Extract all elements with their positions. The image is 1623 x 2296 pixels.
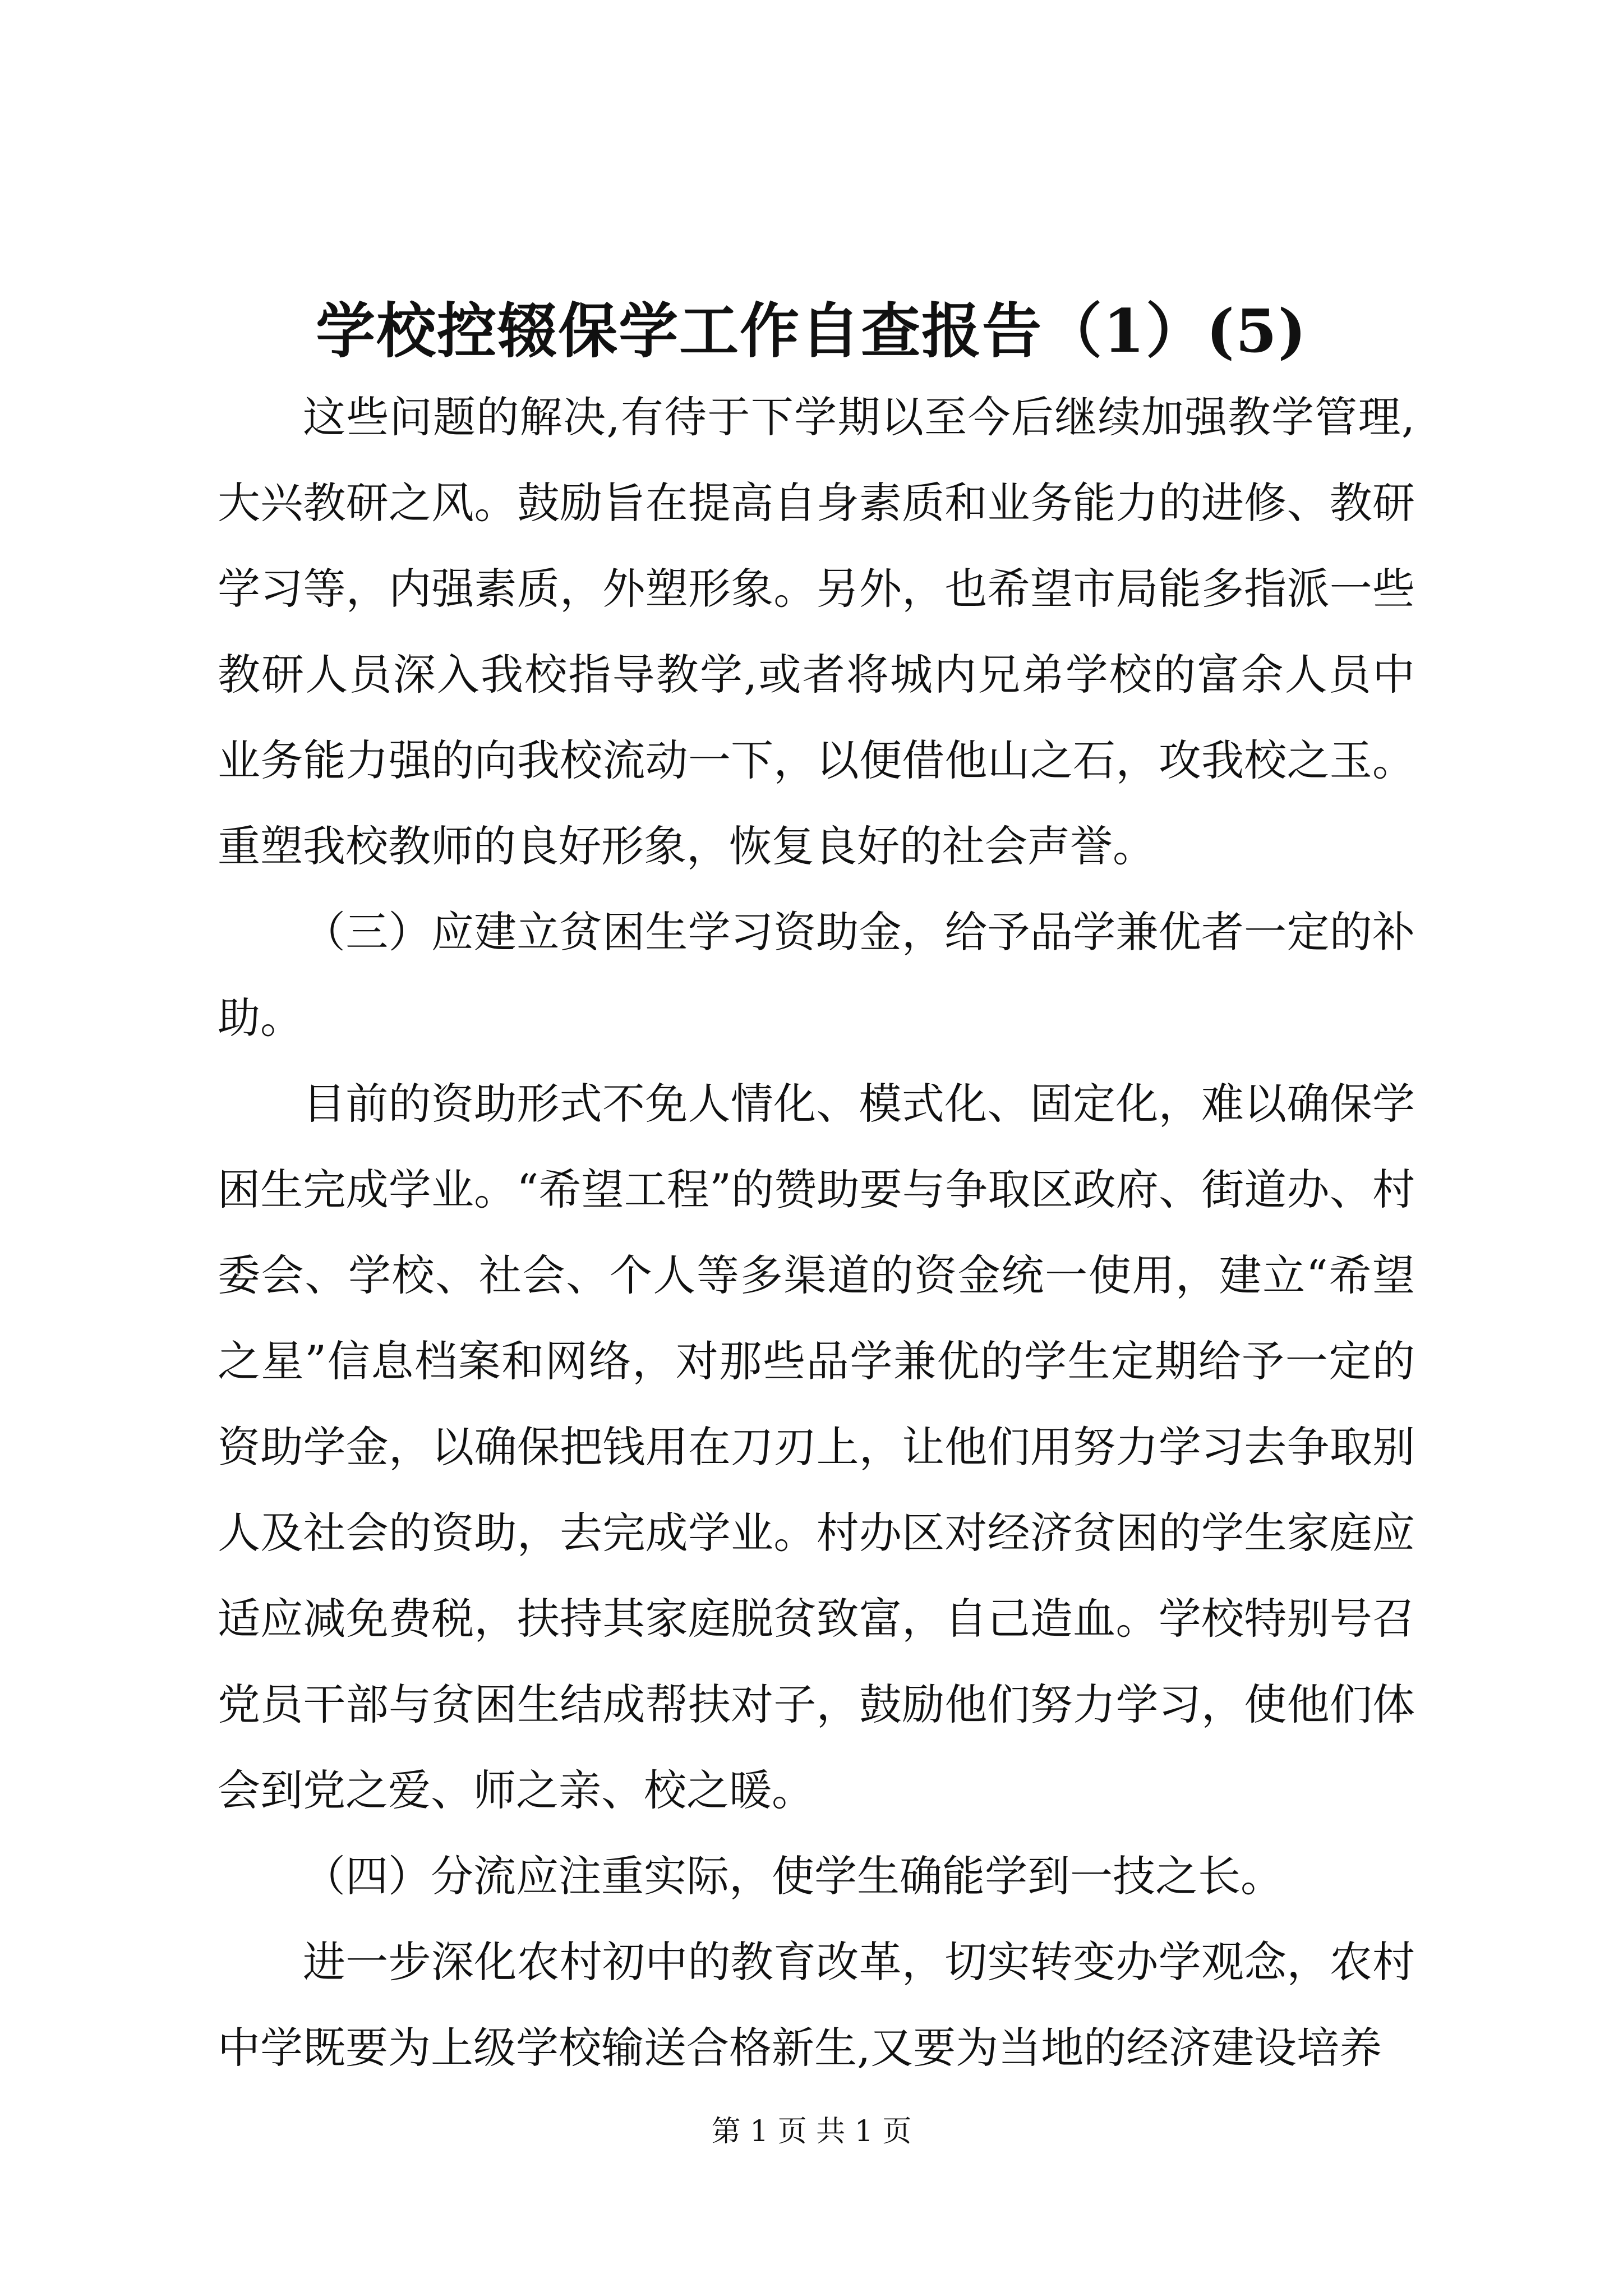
document-title: 学校控辍保学工作自查报告（1）(5)	[316, 296, 1307, 366]
page-number-footer: 第 1 页 共 1 页	[711, 2115, 912, 2148]
paragraph-2-heading: （三）应建立贫困生学习资助金，给予品学兼优者一定的补助。	[218, 907, 1415, 1043]
paragraph-4-heading: （四）分流应注重实际，使学生确能学到一技之长。	[303, 1851, 1283, 1901]
paragraph-1: 这些问题的解决,有待于下学期以至今后继续加强教学管理,大兴教研之风。鼓励旨在提高自身素质和业务能力的进修、教研学习等，内强素质，外塑形象。另外，也希望市局能多指派一些教研人员深入我校指导教学,或者将城内兄弟学校的富余人员中业务能力强的向我校流动一下，以便借他山之石，攻我校之玉。重塑我校教师的良好形象，恢复良好的社会声誉。	[218, 392, 1415, 871]
document-body	[218, 374, 1415, 2091]
paragraph-3: 目前的资助形式不免人情化、模式化、固定化，难以确保学困生完成学业。“希望工程”的赞助要与争取区政府、街道办、村委会、学校、社会、个人等多渠道的资金统一使用，建立“希望之星”信息档案和网络，对那些品学兼优的学生定期给予一定的资助学金，以确保把钱用在刀刃上，让他们用努力学习去争取别人及社会的资助，去完成学业。村办区对经济贫困的学生家庭应适应减免费税，扶持其家庭脱贫致富，自己造血。学校特别号召党员干部与贫困生结成帮扶对子，鼓励他们努力学习，使他们体会到党之爱、师之亲、校之暖。	[218, 1079, 1415, 1815]
paragraph-5: 进一步深化农村初中的教育改革，切实转变办学观念，农村中学既要为上级学校输送合格新生,又要为当地的经济建设培养	[218, 1937, 1415, 2073]
